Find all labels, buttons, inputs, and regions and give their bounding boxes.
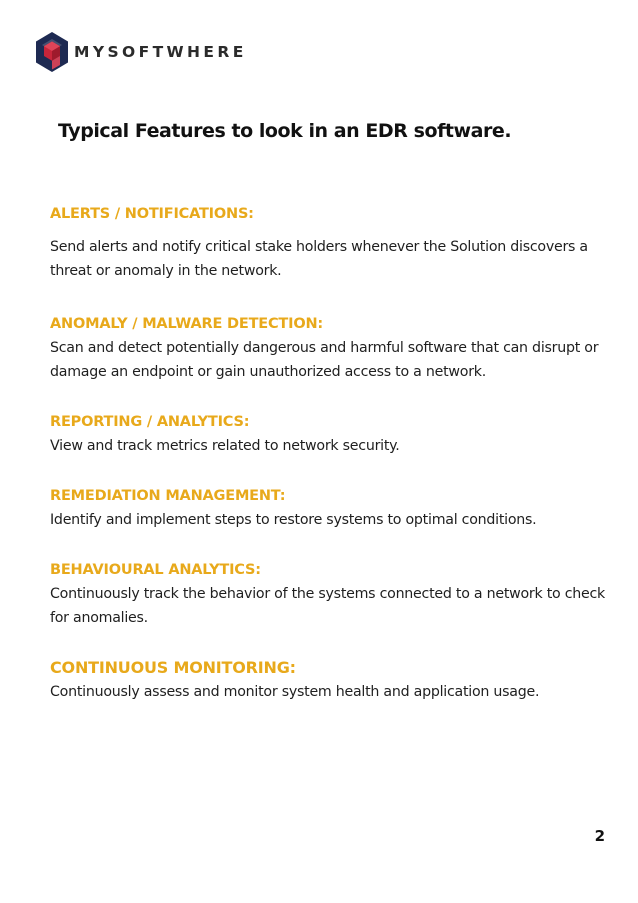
feature-heading: REPORTING / ANALYTICS: bbox=[50, 414, 250, 430]
document-title: Typical Features to look in an EDR software. bbox=[58, 120, 512, 142]
page-number: 2 bbox=[594, 827, 605, 845]
feature-description: Continuously track the behavior of the systems connected to a network to check for anomalies. bbox=[50, 586, 606, 626]
brand-name: MYSOFTWHERE bbox=[74, 43, 247, 61]
feature-remediation-management bbox=[50, 484, 610, 532]
feature-description: Send alerts and notify critical stake holders whenever the Solution discovers a threat or anomaly in the network. bbox=[50, 239, 588, 279]
brand-logo bbox=[34, 30, 247, 74]
feature-description: Scan and detect potentially dangerous and harmful software that can disrupt or damage an endpoint or gain unauthorized access to a network. bbox=[50, 340, 599, 380]
feature-behavioural-analytics bbox=[50, 558, 610, 630]
feature-heading: ALERTS / NOTIFICATIONS: bbox=[50, 206, 254, 222]
feature-description: Continuously assess and monitor system health and application usage. bbox=[50, 684, 540, 700]
feature-description: Identify and implement steps to restore systems to optimal conditions. bbox=[50, 512, 537, 528]
hexagon-logo-icon bbox=[34, 31, 70, 73]
feature-reporting-analytics bbox=[50, 410, 610, 458]
feature-description: View and track metrics related to network security. bbox=[50, 438, 400, 454]
feature-heading: ANOMALY / MALWARE DETECTION: bbox=[50, 316, 323, 332]
feature-heading: REMEDIATION MANAGEMENT: bbox=[50, 488, 286, 504]
feature-heading: CONTINUOUS MONITORING: bbox=[50, 658, 296, 677]
feature-heading: BEHAVIOURAL ANALYTICS: bbox=[50, 562, 261, 578]
feature-continuous-monitoring bbox=[50, 656, 610, 704]
feature-alerts-notifications bbox=[50, 202, 610, 283]
features-list bbox=[50, 202, 610, 704]
feature-anomaly-malware-detection bbox=[50, 312, 610, 384]
